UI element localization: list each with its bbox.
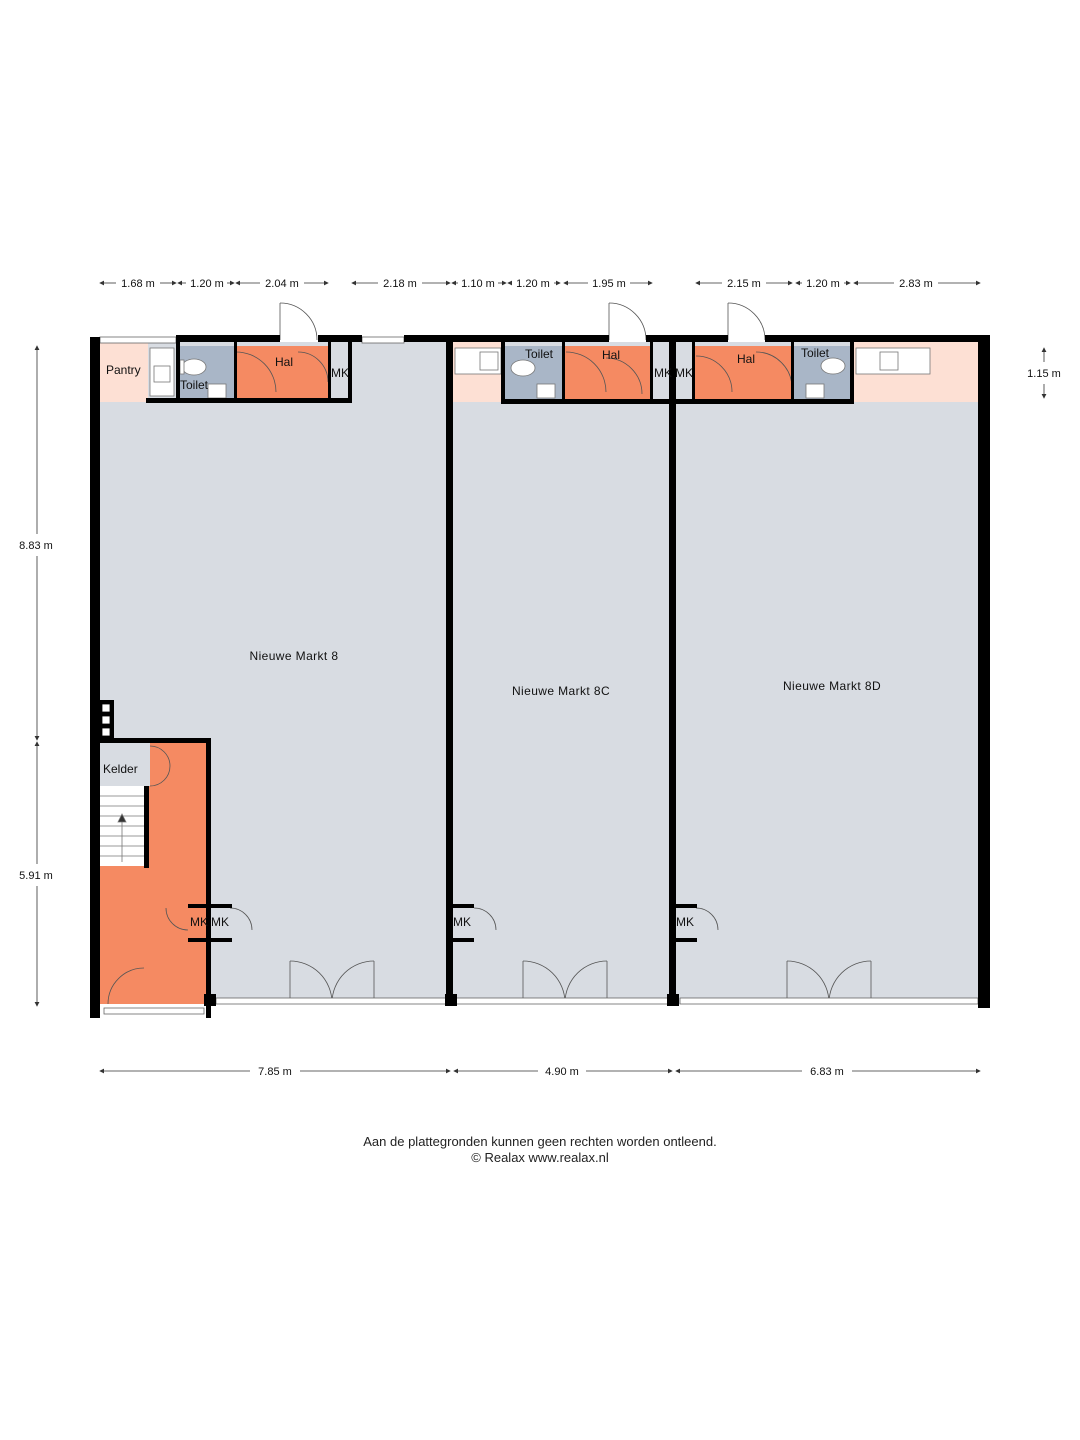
room-label-toilet-d: Toilet — [800, 346, 830, 360]
room-label-pantry: Pantry — [106, 363, 141, 377]
room-label-hal-a: Hal — [274, 355, 294, 369]
room-label-mk-kelder-2: MK — [211, 915, 229, 929]
dim-top-10: 2.83 m — [899, 278, 933, 290]
dim-top-6: 1.20 m — [516, 278, 550, 290]
room-label-kelder: Kelder — [103, 762, 138, 776]
dim-bottom-3: 6.83 m — [810, 1066, 844, 1078]
room-label-mk-d: MK — [675, 366, 693, 380]
room-label-mk-8c-front: MK — [453, 915, 471, 929]
room-label-mk-kelder-1: MK — [190, 915, 208, 929]
ventilation-shafts — [102, 704, 110, 736]
dim-top-5: 1.10 m — [461, 278, 495, 290]
floor-nieuwe-markt-8c — [451, 342, 672, 1004]
dim-bottom-1: 7.85 m — [258, 1066, 292, 1078]
toilet-a-sink — [208, 384, 226, 398]
room-label-mk-a: MK — [331, 366, 349, 380]
dim-right-1: 1.15 m — [1027, 368, 1061, 380]
dim-top-4: 2.18 m — [383, 278, 417, 290]
room-label-hal-c: Hal — [601, 348, 621, 362]
disclaimer-text: Aan de plattegronden kunnen geen rechten worden ontleend. — [363, 1134, 717, 1149]
room-label-mk-8d-front: MK — [676, 915, 694, 929]
dim-bottom-2: 4.90 m — [545, 1066, 579, 1078]
toilet-d-sink — [806, 384, 824, 398]
dim-top-8: 2.15 m — [727, 278, 761, 290]
dim-top-9: 1.20 m — [806, 278, 840, 290]
unit-label-nieuwe-markt-8c: Nieuwe Markt 8C — [511, 684, 611, 698]
unit-label-nieuwe-markt-8d: Nieuwe Markt 8D — [782, 679, 882, 693]
dim-top-2: 1.20 m — [190, 278, 224, 290]
dim-top-7: 1.95 m — [592, 278, 626, 290]
toilet-c-sink — [537, 384, 555, 398]
toilet-d-bowl — [821, 358, 845, 374]
room-label-hal-d: Hal — [736, 352, 756, 366]
copyright-credit: © Realax www.realax.nl — [471, 1150, 609, 1165]
room-label-mk-c: MK — [654, 366, 672, 380]
room-label-toilet-a: Toilet — [180, 378, 209, 392]
toilet-c-bowl — [511, 360, 535, 376]
dim-top-3: 2.04 m — [265, 278, 299, 290]
toilet-a-bowl — [182, 359, 206, 375]
dim-left-2: 5.91 m — [19, 870, 53, 882]
floor-nieuwe-markt-8d — [674, 342, 982, 1004]
dim-left-1: 8.83 m — [19, 540, 53, 552]
room-label-toilet-c: Toilet — [524, 347, 554, 361]
dim-top-1: 1.68 m — [121, 278, 155, 290]
unit-label-nieuwe-markt-8: Nieuwe Markt 8 — [249, 649, 339, 663]
